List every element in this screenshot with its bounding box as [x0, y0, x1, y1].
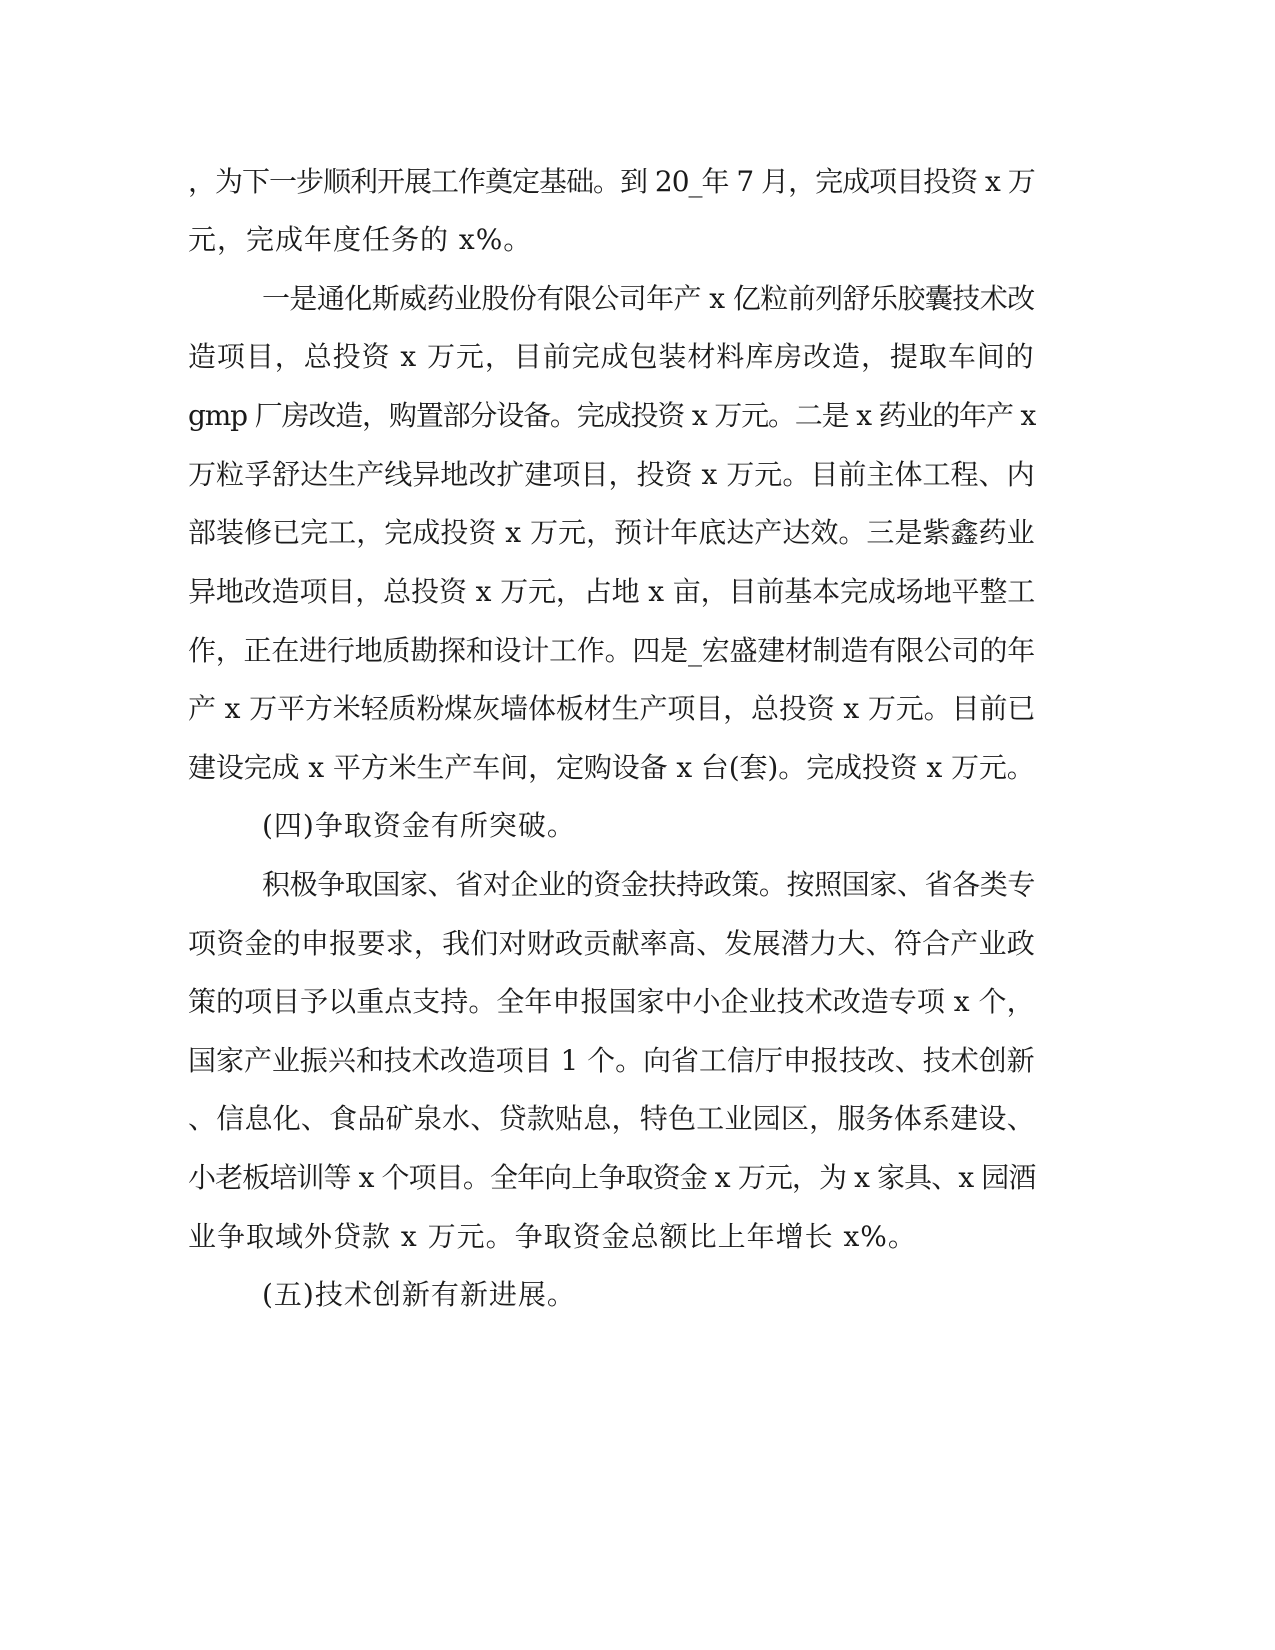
text-line: 策的项目予以重点支持。全年申报国家中小企业技术改造专项 x 个，	[188, 985, 1035, 1018]
text-line: 项资金的申报要求，我们对财政贡献率高、发展潜力大、符合产业政	[188, 927, 1036, 960]
text-line: 业争取域外贷款 x 万元。争取资金总额比上年增长 x%。	[188, 1220, 917, 1253]
section-heading: (五)技术创新有新进展。	[262, 1278, 576, 1311]
paragraph-first-line: 积极争取国家、省对企业的资金扶持政策。按照国家、省各类专	[262, 868, 1036, 901]
text-line: 、信息化、食品矿泉水、贷款贴息，特色工业园区，服务体系建设、	[188, 1102, 1036, 1135]
text-line: ，为下一步顺利开展工作奠定基础。到 20_年 7 月，完成项目投资 x 万	[188, 165, 1035, 198]
text-line: 小老板培训等 x 个项目。全年向上争取资金 x 万元，为 x 家具、x 园酒	[188, 1161, 1036, 1194]
text-line: gmp 厂房改造，购置部分设备。完成投资 x 万元。二是 x 药业的年产 x	[188, 399, 1036, 432]
text-line: 造项目，总投资 x 万元，目前完成包装材料库房改造，提取车间的	[188, 340, 1035, 373]
text-line: 元，完成年度任务的 x%。	[188, 223, 533, 256]
text-line: 国家产业振兴和技术改造项目 1 个。向省工信厅申报技改、技术创新	[188, 1044, 1035, 1077]
text-line: 异地改造项目，总投资 x 万元，占地 x 亩，目前基本完成场地平整工	[188, 575, 1036, 608]
paragraph-first-line: 一是通化斯威药业股份有限公司年产 x 亿粒前列舒乐胶囊技术改	[262, 282, 1035, 315]
section-heading: (四)争取资金有所突破。	[262, 809, 576, 842]
text-line: 建设完成 x 平方米生产车间，定购设备 x 台(套)。完成投资 x 万元。	[188, 751, 1035, 784]
text-line: 部装修已完工，完成投资 x 万元，预计年底达产达效。三是紫鑫药业	[188, 516, 1035, 549]
text-line: 作，正在进行地质勘探和设计工作。四是_宏盛建材制造有限公司的年	[188, 634, 1036, 667]
text-line: 万粒孚舒达生产线异地改扩建项目，投资 x 万元。目前主体工程、内	[188, 458, 1035, 491]
text-line: 产 x 万平方米轻质粉煤灰墙体板材生产项目，总投资 x 万元。目前已	[188, 692, 1036, 725]
